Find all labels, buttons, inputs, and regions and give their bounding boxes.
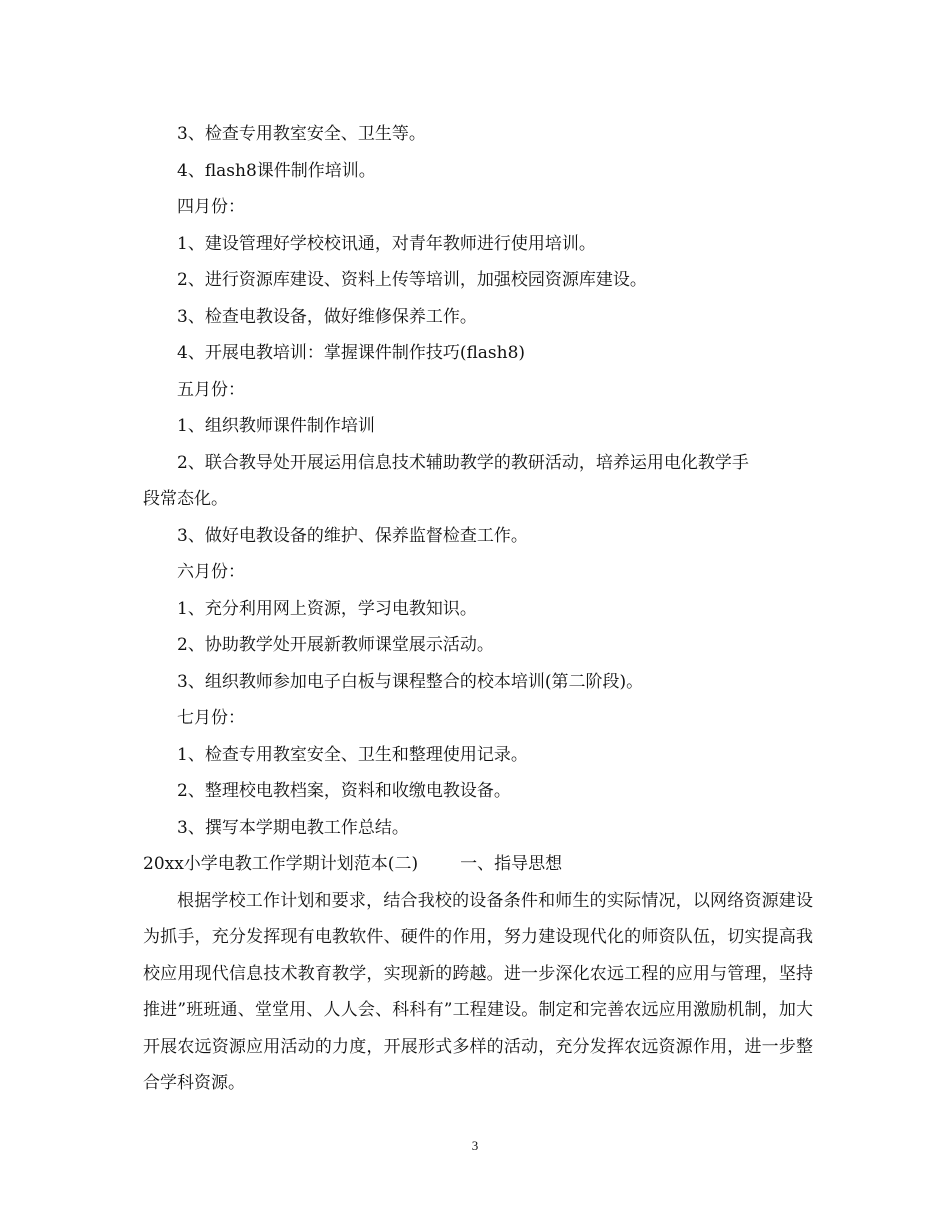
text-line: 1、组织教师课件制作培训 [177, 416, 375, 436]
section-title: 20xx小学电教工作学期计划范本(二) [143, 854, 419, 874]
page-number: 3 [471, 1138, 479, 1153]
text-line: 3、检查专用教室安全、卫生等。 [177, 124, 426, 144]
document-body [143, 116, 813, 1102]
text-line: 1、建设管理好学校校讯通，对青年教师进行使用培训。 [177, 233, 596, 254]
text-line: 4、flash8课件制作培训。 [177, 160, 376, 181]
month-heading: 五月份： [177, 379, 245, 400]
month-heading: 六月份： [177, 562, 245, 582]
text-line: 2、整理校电教档案，资料和收缴电教设备。 [177, 781, 511, 801]
text-line: 3、组织教师参加电子白板与课程整合的校本培训(第二阶段)。 [177, 671, 644, 692]
text-line: 4、开展电教培训：掌握课件制作技巧(flash8) [177, 343, 526, 363]
text-line: 3、检查电教设备，做好维修保养工作。 [177, 306, 477, 327]
text-line: 1、检查专用教室安全、卫生和整理使用记录。 [177, 744, 528, 765]
section-heading: 一、指导思想 [460, 854, 563, 874]
text-line: 3、做好电教设备的维护、保养监督检查工作。 [177, 525, 528, 546]
text-line: 1、充分利用网上资源，学习电教知识。 [177, 598, 477, 619]
text-line: 段常态化。 [143, 489, 228, 509]
body-paragraph: 根据学校工作计划和要求，结合我校的设备条件和师生的实际情况，以网络资源建设为抓手，充分发挥现有电教软件、硬件的作用，努力建设现代化的师资队伍，切实提高我校应用现代信息技术教育教学，实现新的跨越。进一步深化农远工程的应用与管理，坚持推进”班班通、堂堂用、人人会、科科有”工程建设。制定和完善农远应用激励机制，加大开展农远资源应用活动的力度，开展形式多样的活动，充分发挥农远资源作用，进一步整合学科资源。 [143, 890, 813, 1093]
section-title-line [143, 846, 813, 883]
text-line: 3、撰写本学期电教工作总结。 [177, 817, 409, 838]
month-heading: 四月份： [177, 197, 245, 217]
text-line: 2、联合教导处开展运用信息技术辅助教学的教研活动，培养运用电化教学手 [177, 452, 749, 473]
text-line: 2、进行资源库建设、资料上传等培训，加强校园资源库建设。 [177, 270, 647, 290]
month-heading: 七月份： [177, 708, 245, 728]
text-line: 2、协助教学处开展新教师课堂展示活动。 [177, 635, 494, 655]
